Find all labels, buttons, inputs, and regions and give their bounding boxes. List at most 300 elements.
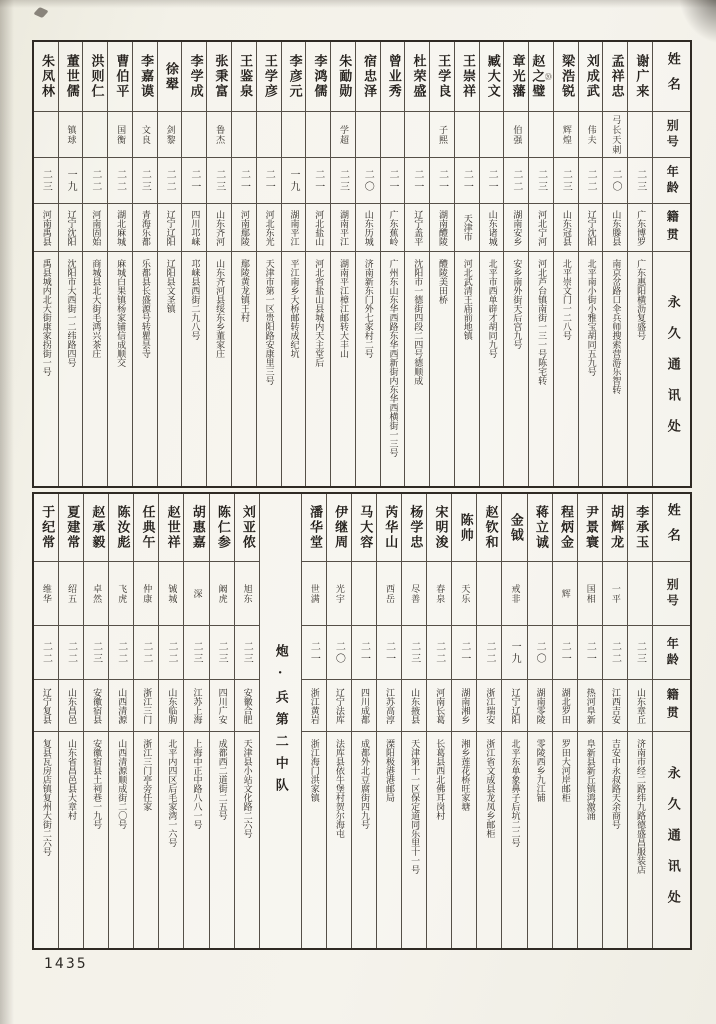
unit-divider-label: 炮·兵第二中队 bbox=[272, 644, 288, 800]
row-header-name bbox=[653, 42, 690, 112]
person-age bbox=[84, 626, 108, 680]
person-column bbox=[426, 494, 451, 948]
person-age-text: 二三 bbox=[191, 640, 203, 665]
person-alias bbox=[452, 562, 476, 626]
person-native-place-text: 辽宁复县 bbox=[40, 687, 51, 724]
person-age-text: 二一 bbox=[486, 168, 498, 193]
person-age-text: 二一 bbox=[188, 168, 200, 193]
person-address-text: 溧阳极港港邮局 bbox=[384, 739, 395, 802]
person-address bbox=[402, 732, 426, 948]
person-column bbox=[132, 42, 157, 486]
person-alias bbox=[83, 112, 107, 158]
person-name-text: 张秉富 bbox=[212, 54, 228, 99]
person-address-text: 湘乡莲花桥旺家塘 bbox=[459, 739, 470, 811]
person-age-text: 二二 bbox=[510, 168, 522, 193]
person-native-place-text: 山西清源 bbox=[116, 687, 127, 724]
person-alias bbox=[455, 112, 479, 158]
person-age bbox=[452, 626, 476, 680]
person-native-place-text: 河北东光 bbox=[263, 209, 274, 246]
person-age-text: 二三 bbox=[337, 168, 349, 193]
person-age-text: 二三 bbox=[90, 640, 102, 665]
person-age bbox=[455, 158, 479, 204]
person-name-text: 王鉴泉 bbox=[237, 54, 253, 99]
person-native-place bbox=[402, 680, 426, 732]
person-address bbox=[282, 252, 306, 486]
person-column bbox=[206, 42, 231, 486]
person-column bbox=[231, 42, 256, 486]
person-native-place bbox=[232, 204, 256, 252]
person-name bbox=[182, 42, 206, 112]
person-alias bbox=[477, 562, 501, 626]
person-name-text: 洪则仁 bbox=[88, 54, 104, 99]
person-age-text: 二二 bbox=[115, 640, 127, 665]
person-alias bbox=[133, 112, 157, 158]
person-address-text: 山东省昌邑县大章村 bbox=[66, 739, 77, 820]
person-age bbox=[377, 626, 401, 680]
person-native-place-text: 河北宁河 bbox=[536, 209, 547, 246]
person-native-place bbox=[59, 680, 83, 732]
person-column bbox=[107, 42, 132, 486]
person-alias bbox=[134, 562, 158, 626]
person-alias-text: 光宇 bbox=[333, 583, 344, 604]
person-native-place-text: 辽宁辽阳 bbox=[164, 209, 175, 246]
person-column bbox=[183, 494, 208, 948]
person-name bbox=[133, 42, 157, 112]
row-header-native-place bbox=[653, 680, 690, 732]
person-native-place bbox=[502, 680, 526, 732]
person-alias bbox=[210, 562, 234, 626]
person-address bbox=[306, 252, 330, 486]
person-address bbox=[34, 252, 58, 486]
person-address bbox=[59, 732, 83, 948]
person-column bbox=[34, 42, 58, 486]
person-name bbox=[579, 42, 603, 112]
person-age bbox=[232, 158, 256, 204]
person-address bbox=[184, 732, 208, 948]
person-age-text: 二一 bbox=[436, 168, 448, 193]
person-column bbox=[133, 494, 158, 948]
person-native-place-text: 河南固始 bbox=[90, 209, 101, 246]
unit-divider-column bbox=[259, 494, 301, 948]
person-age bbox=[327, 626, 351, 680]
person-age bbox=[257, 158, 281, 204]
directory-table-top bbox=[32, 40, 692, 488]
person-alias bbox=[207, 112, 231, 158]
person-address bbox=[579, 252, 603, 486]
person-alias-text: 鲁杰 bbox=[214, 124, 225, 145]
person-native-place-text: 江西吉安 bbox=[609, 687, 620, 724]
person-name bbox=[504, 42, 528, 112]
person-address bbox=[159, 732, 183, 948]
person-native-place-text: 湖北罗田 bbox=[559, 687, 570, 724]
person-age-text: 二一 bbox=[387, 168, 399, 193]
person-address bbox=[504, 252, 528, 486]
person-age bbox=[59, 626, 83, 680]
person-name-text: 王学良 bbox=[435, 54, 451, 99]
person-column bbox=[376, 494, 401, 948]
person-native-place bbox=[158, 204, 182, 252]
person-native-place bbox=[405, 204, 429, 252]
person-native-place-text: 浙江瑞安 bbox=[484, 687, 495, 724]
person-native-place bbox=[455, 204, 479, 252]
person-address-text: 浙江省文成县龙凤乡邮柜 bbox=[484, 739, 495, 838]
person-age bbox=[34, 626, 58, 680]
person-age-text: 二一 bbox=[458, 640, 470, 665]
person-name-text: 曾业秀 bbox=[385, 54, 401, 99]
person-alias bbox=[427, 562, 451, 626]
person-alias bbox=[553, 562, 577, 626]
person-alias-text: 文良 bbox=[139, 124, 150, 145]
person-address bbox=[59, 252, 83, 486]
person-alias-text: 深 bbox=[191, 588, 202, 599]
person-name bbox=[232, 42, 256, 112]
person-alias bbox=[84, 562, 108, 626]
person-age-text: 二一 bbox=[461, 168, 473, 193]
person-name bbox=[109, 494, 133, 562]
person-age-text: 二一 bbox=[559, 640, 571, 665]
person-name-text: 杜荣盛 bbox=[410, 54, 426, 99]
person-native-place bbox=[133, 204, 157, 252]
person-native-place bbox=[352, 680, 376, 732]
person-name bbox=[356, 42, 380, 112]
row-header-alias bbox=[653, 562, 690, 626]
person-name-text: 陈帅 bbox=[457, 512, 473, 543]
person-alias bbox=[302, 562, 326, 626]
row-header-native-place-text: 籍贯 bbox=[665, 687, 680, 724]
person-age bbox=[302, 626, 326, 680]
person-age-text: 二三 bbox=[216, 640, 228, 665]
person-native-place-text: 河南长葛 bbox=[434, 687, 445, 724]
person-address-text: 北平崇文门一二八号 bbox=[560, 259, 571, 340]
person-name bbox=[83, 42, 107, 112]
person-age-text: 二三 bbox=[213, 168, 225, 193]
person-address-text: 河北省盐山县城内天主堂后 bbox=[313, 259, 324, 367]
person-age-text: 二三 bbox=[40, 168, 52, 193]
person-name-text: 刘成武 bbox=[583, 54, 599, 99]
person-name bbox=[529, 42, 553, 112]
person-column bbox=[553, 42, 578, 486]
person-age bbox=[578, 626, 602, 680]
person-address-text: 北平内四区后毛家湾一六号 bbox=[166, 739, 177, 847]
person-age bbox=[352, 626, 376, 680]
person-name-text: 刘亚侬 bbox=[239, 505, 255, 550]
person-native-place bbox=[134, 680, 158, 732]
person-alias bbox=[504, 112, 528, 158]
person-address-text: 天津第十一区保定道同乐里十一号 bbox=[409, 739, 420, 874]
person-native-place bbox=[302, 680, 326, 732]
person-native-place-text: 江苏高淳 bbox=[384, 687, 395, 724]
person-column bbox=[181, 42, 206, 486]
person-name-text: 金钺 bbox=[507, 512, 523, 543]
person-native-place-text: 河北盐山 bbox=[313, 209, 324, 246]
person-native-place-text: 湖南醴陵 bbox=[437, 209, 448, 246]
scan-smudge-top-right bbox=[678, 0, 716, 44]
person-age bbox=[109, 626, 133, 680]
person-column bbox=[429, 42, 454, 486]
person-name-text: 朱勔勋 bbox=[336, 54, 352, 99]
person-name-text: 赵之璧 bbox=[529, 54, 545, 99]
person-name bbox=[554, 42, 578, 112]
person-address-text: 成都西二道街二五号 bbox=[216, 739, 227, 820]
person-alias bbox=[108, 112, 132, 158]
person-native-place-text: 湖南零陵 bbox=[534, 687, 545, 724]
person-name bbox=[455, 42, 479, 112]
person-name-text: 于纪常 bbox=[39, 505, 55, 550]
row-header-name bbox=[653, 494, 690, 562]
person-name bbox=[235, 494, 259, 562]
person-address bbox=[528, 732, 552, 948]
person-age bbox=[402, 626, 426, 680]
person-address-text: 长葛县西北佛耳岗村 bbox=[434, 739, 445, 820]
person-column bbox=[158, 494, 183, 948]
person-native-place-text: 四川广安 bbox=[216, 687, 227, 724]
person-alias bbox=[235, 562, 259, 626]
person-native-place bbox=[182, 204, 206, 252]
person-native-place-text: 湖南安乡 bbox=[511, 209, 522, 246]
person-name-text: 胡惠嘉 bbox=[189, 505, 205, 550]
person-native-place bbox=[331, 204, 355, 252]
person-alias-text: 绍五 bbox=[66, 583, 77, 604]
person-age bbox=[603, 158, 627, 204]
scan-edge-shadow-top bbox=[0, 0, 716, 8]
person-native-place-text: 安徽合肥 bbox=[241, 687, 252, 724]
person-address bbox=[83, 252, 107, 486]
person-age-text: 二一 bbox=[358, 640, 370, 665]
person-native-place bbox=[603, 680, 627, 732]
person-age-text: 二二 bbox=[65, 640, 77, 665]
person-age bbox=[528, 626, 552, 680]
person-name-text: 陈仁参 bbox=[214, 505, 230, 550]
person-address bbox=[207, 252, 231, 486]
person-native-place-text: 山东历城 bbox=[362, 209, 373, 246]
person-age bbox=[306, 158, 330, 204]
person-alias bbox=[528, 562, 552, 626]
row-header-address-text: 永久通讯处 bbox=[664, 766, 680, 921]
person-native-place-text: 辽宁辽阳 bbox=[509, 687, 520, 724]
person-address bbox=[235, 732, 259, 948]
person-address bbox=[84, 732, 108, 948]
person-alias-text: 旭东 bbox=[241, 583, 252, 604]
person-alias bbox=[331, 112, 355, 158]
person-alias-text: 飞虎 bbox=[116, 583, 127, 604]
person-column bbox=[355, 42, 380, 486]
person-native-place bbox=[327, 680, 351, 732]
person-address bbox=[529, 252, 553, 486]
person-alias bbox=[628, 562, 652, 626]
person-age-text: 二一 bbox=[411, 168, 423, 193]
person-alias bbox=[529, 112, 553, 158]
person-native-place bbox=[108, 204, 132, 252]
person-alias bbox=[182, 112, 206, 158]
person-name bbox=[452, 494, 476, 562]
person-address-text: 沈阳市大西街一二纬路四号 bbox=[65, 259, 76, 367]
person-age bbox=[628, 626, 652, 680]
person-name-text: 赵承毅 bbox=[89, 505, 105, 550]
row-header-age bbox=[653, 626, 690, 680]
person-alias bbox=[377, 562, 401, 626]
person-name bbox=[628, 494, 652, 562]
person-alias-text: 仲康 bbox=[141, 583, 152, 604]
person-address bbox=[477, 732, 501, 948]
person-column bbox=[209, 494, 234, 948]
person-address bbox=[381, 252, 405, 486]
person-address-text: 乐都县长盛源号转瞿昙寺 bbox=[139, 259, 150, 358]
person-age bbox=[553, 626, 577, 680]
person-address-text: 安徽宿县土祠巷一九号 bbox=[91, 739, 102, 829]
person-age bbox=[579, 158, 603, 204]
person-address-text: 北平东单象鼻子后坑二二号 bbox=[509, 739, 520, 847]
person-name bbox=[405, 42, 429, 112]
person-age-text: 一九 bbox=[509, 640, 521, 665]
person-age bbox=[628, 158, 652, 204]
person-name-text: 陈汝彪 bbox=[114, 505, 130, 550]
person-address-text: 湖南平江樟江邮转大丰山 bbox=[337, 259, 348, 358]
person-alias bbox=[34, 112, 58, 158]
person-age-text: 一九 bbox=[287, 168, 299, 193]
person-alias-text: 尽善 bbox=[409, 583, 420, 604]
row-header-column bbox=[652, 494, 690, 948]
person-address bbox=[133, 252, 157, 486]
person-alias bbox=[405, 112, 429, 158]
person-native-place-text: 山东掖县 bbox=[409, 687, 420, 724]
person-name bbox=[302, 494, 326, 562]
person-native-place bbox=[306, 204, 330, 252]
person-address-text: 山西清源顺成街二〇号 bbox=[116, 739, 127, 829]
person-age bbox=[405, 158, 429, 204]
person-note-mark: ⑳ bbox=[544, 73, 553, 80]
person-native-place-text: 湖南平江 bbox=[288, 209, 299, 246]
person-native-place-text: 江苏上海 bbox=[191, 687, 202, 724]
person-name bbox=[184, 494, 208, 562]
person-address bbox=[553, 732, 577, 948]
person-age-text: 二二 bbox=[433, 640, 445, 665]
person-address bbox=[34, 732, 58, 948]
person-address bbox=[554, 252, 578, 486]
person-age-text: 二〇 bbox=[534, 640, 546, 665]
person-name-text: 李学成 bbox=[187, 54, 203, 99]
person-alias-text: 戒非 bbox=[509, 583, 520, 604]
person-native-place bbox=[578, 680, 602, 732]
person-name bbox=[578, 494, 602, 562]
person-alias bbox=[34, 562, 58, 626]
person-address-text: 平江南乡大桥邮转成纪坑 bbox=[288, 259, 299, 358]
person-name bbox=[134, 494, 158, 562]
person-native-place bbox=[427, 680, 451, 732]
person-column bbox=[602, 494, 627, 948]
person-alias bbox=[554, 112, 578, 158]
person-alias-text: 卓然 bbox=[91, 583, 102, 604]
person-alias-text: 弓长天刺 bbox=[610, 114, 621, 155]
person-column bbox=[401, 494, 426, 948]
person-column bbox=[501, 494, 526, 948]
person-age bbox=[504, 158, 528, 204]
person-name-text: 李鸿儒 bbox=[311, 54, 327, 99]
person-native-place bbox=[257, 204, 281, 252]
person-column bbox=[479, 42, 504, 486]
person-name-text: 孟祥忠 bbox=[608, 54, 624, 99]
person-age bbox=[108, 158, 132, 204]
person-age-text: 一九 bbox=[65, 168, 77, 193]
person-address-text: 河北芦台镇南街一三一号陈宅转 bbox=[536, 259, 547, 385]
person-column bbox=[34, 494, 58, 948]
person-native-place-text: 山东章丘 bbox=[634, 687, 645, 724]
page-number: 1435 bbox=[44, 956, 88, 972]
person-address bbox=[405, 252, 429, 486]
person-address bbox=[210, 732, 234, 948]
row-header-alias bbox=[653, 112, 690, 158]
person-alias bbox=[356, 112, 380, 158]
person-age-text: 二三 bbox=[535, 168, 547, 193]
person-age bbox=[356, 158, 380, 204]
person-name bbox=[34, 494, 58, 562]
person-address bbox=[257, 252, 281, 486]
person-age bbox=[184, 626, 208, 680]
person-address-text: 上海中正中路八八一号 bbox=[191, 739, 202, 829]
person-address-text: 济南市经二路纬九路德盛昌服装店 bbox=[634, 739, 645, 874]
person-name bbox=[257, 42, 281, 112]
person-name bbox=[327, 494, 351, 562]
person-address-text: 广东惠阳横沥复盛号 bbox=[635, 259, 646, 340]
person-address bbox=[628, 732, 652, 948]
person-name bbox=[207, 42, 231, 112]
row-header-address bbox=[653, 252, 690, 486]
person-name bbox=[59, 494, 83, 562]
person-address bbox=[356, 252, 380, 486]
person-age-text: 二三 bbox=[634, 640, 646, 665]
person-age bbox=[381, 158, 405, 204]
person-age-text: 二〇 bbox=[609, 168, 621, 193]
person-address bbox=[327, 732, 351, 948]
person-address bbox=[331, 252, 355, 486]
person-address bbox=[352, 732, 376, 948]
person-column bbox=[58, 494, 83, 948]
person-alias bbox=[430, 112, 454, 158]
person-address bbox=[182, 252, 206, 486]
person-age bbox=[282, 158, 306, 204]
person-native-place-text: 热河阜新 bbox=[584, 687, 595, 724]
person-alias-text: 国相 bbox=[584, 583, 595, 604]
person-age bbox=[83, 158, 107, 204]
person-native-place-text: 广东蕉岭 bbox=[387, 209, 398, 246]
person-native-place bbox=[554, 204, 578, 252]
person-address-text: 山东齐河县绥东乡董家庄 bbox=[214, 259, 225, 358]
person-native-place bbox=[553, 680, 577, 732]
person-name-text: 章光藩 bbox=[509, 54, 525, 99]
person-alias bbox=[381, 112, 405, 158]
person-native-place bbox=[210, 680, 234, 732]
person-native-place bbox=[430, 204, 454, 252]
person-name bbox=[603, 42, 627, 112]
person-name-text: 宿忠泽 bbox=[360, 54, 376, 99]
person-address bbox=[158, 252, 182, 486]
person-age bbox=[182, 158, 206, 204]
person-address-text: 南京岔路口伞兵师搜索营游乐智转 bbox=[610, 259, 621, 394]
person-native-place bbox=[528, 680, 552, 732]
person-address-text: 沈阳市一德街四段二四号德顺成 bbox=[412, 259, 423, 385]
person-name bbox=[603, 494, 627, 562]
person-name bbox=[159, 494, 183, 562]
person-age-text: 二一 bbox=[383, 640, 395, 665]
person-address-text: 河北武清王庙前地镇 bbox=[461, 259, 472, 340]
person-column bbox=[380, 42, 405, 486]
person-age-text: 二二 bbox=[165, 640, 177, 665]
person-age bbox=[59, 158, 83, 204]
person-alias-text: 辉煌 bbox=[560, 124, 571, 145]
person-alias-text: 西岳 bbox=[384, 583, 395, 604]
person-native-place bbox=[109, 680, 133, 732]
person-address bbox=[377, 732, 401, 948]
person-name bbox=[282, 42, 306, 112]
